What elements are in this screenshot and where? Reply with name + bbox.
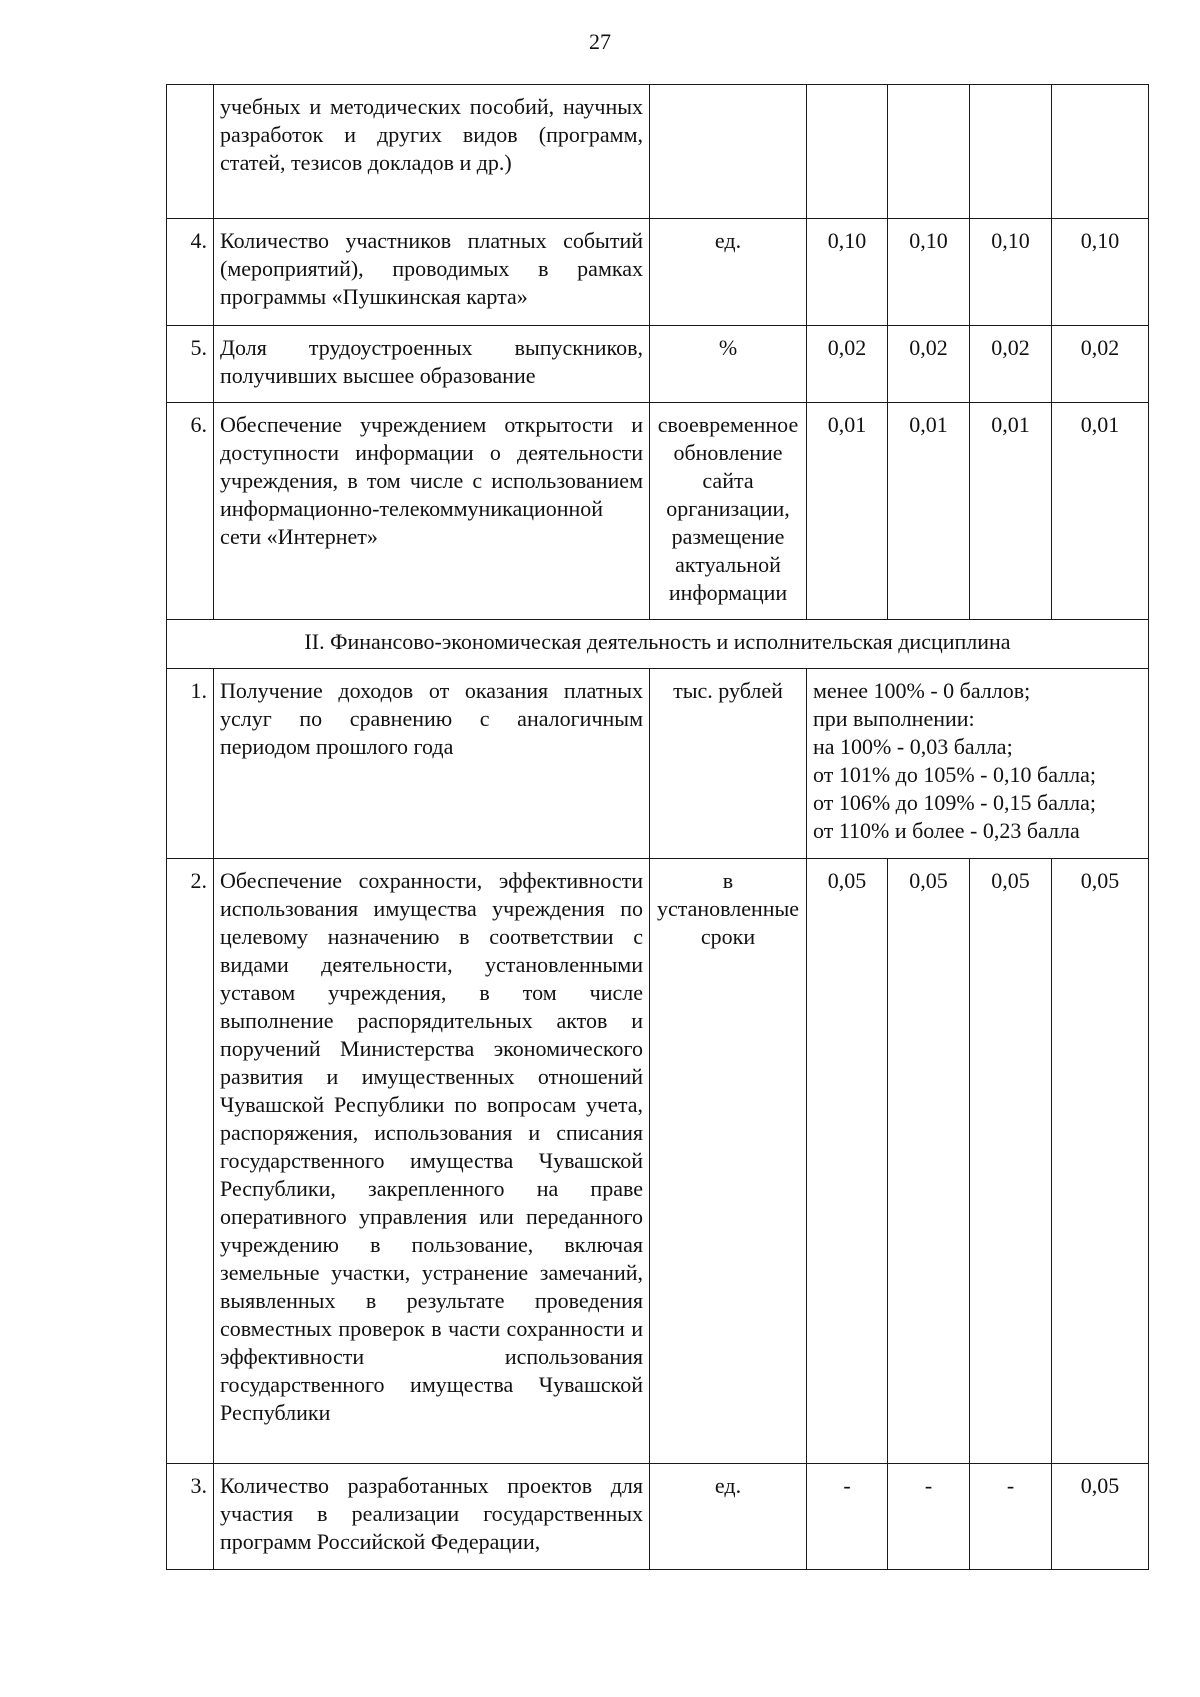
value-cell [1052,85,1149,219]
scale-line: на 100% - 0,03 балла; [813,734,1013,759]
table-row [167,85,1149,219]
value-cell: 0,01 [970,403,1052,620]
indicator-description: Обеспечение учреждением открытости и доступности информации о деятельности учреждения, в том числе с использованием информационно-телекоммуникационной сети «Интернет» [214,403,650,620]
section-title: II. Финансово-экономическая деятельность и исполнительская дисциплина [167,620,1149,669]
value-cell: 0,01 [807,403,888,620]
value-cell: 0,10 [888,219,970,326]
scale-line: при выполнении: [813,706,975,731]
value-cell: 0,05 [888,859,970,1464]
value-cell: 0,02 [888,326,970,403]
unit-cell: % [650,326,807,403]
table-row [167,859,1149,1464]
value-cell: 0,05 [1052,1464,1149,1570]
criteria-table [166,84,1149,1570]
scale-line: менее 100% - 0 баллов; [813,678,1031,703]
value-cell: 0,02 [970,326,1052,403]
row-number: 4. [167,219,214,326]
value-cell: 0,02 [807,326,888,403]
indicator-description: Получение доходов от оказания платных услуг по сравнению с аналогичным периодом прошлого года [214,669,650,859]
table-row [167,1464,1149,1570]
value-cell: - [807,1464,888,1570]
indicator-description: Обеспечение сохранности, эффективности использования имущества учреждения по целевому назначению в соответствии с видами деятельности, установленными уставом учреждения, в том числе выполнение распорядительных актов и поручений Министерства экономического развития и имущественных отношений Чувашской Республики по вопросам учета, распоряжения, использования и списания государственного имущества Чувашской Республики, закрепленного на праве оперативного управления или переданного учреждению в пользование, включая земельные участки, устранение замечаний, выявленных в результате проведения совместных проверок в части сохранности и эффективности использования государственного имущества Чувашской Республики [214,859,650,1464]
row-number: 3. [167,1464,214,1570]
scale-line: от 101% до 105% - 0,10 балла; [813,762,1096,787]
indicator-description: Количество участников платных событий (мероприятий), проводимых в рамках программы «Пушкинская карта» [214,219,650,326]
value-cell: - [888,1464,970,1570]
row-number: 6. [167,403,214,620]
value-cell [970,85,1052,219]
row-number: 2. [167,859,214,1464]
value-cell [807,85,888,219]
unit-cell: в установленные сроки [650,859,807,1464]
indicator-description: Доля трудоустроенных выпускников, получивших высшее образование [214,326,650,403]
scoring-scale [807,669,1149,859]
unit-cell: ед. [650,219,807,326]
value-cell: 0,01 [1052,403,1149,620]
table-row [167,403,1149,620]
unit-cell: своевременное обновление сайта организации, размещение актуальной информации [650,403,807,620]
unit-cell [650,85,807,219]
section-header-row [167,620,1149,669]
indicator-description: учебных и методических пособий, научных разработок и других видов (программ, статей, тезисов докладов и др.) [214,85,650,219]
row-number: 5. [167,326,214,403]
row-number [167,85,214,219]
value-cell [888,85,970,219]
value-cell: 0,01 [888,403,970,620]
value-cell: 0,05 [1052,859,1149,1464]
scale-line: от 110% и более - 0,23 балла [813,818,1080,843]
table-row [167,669,1149,859]
value-cell: - [970,1464,1052,1570]
value-cell: 0,05 [807,859,888,1464]
unit-cell: тыс. рублей [650,669,807,859]
value-cell: 0,05 [970,859,1052,1464]
value-cell: 0,10 [807,219,888,326]
row-number: 1. [167,669,214,859]
value-cell: 0,02 [1052,326,1149,403]
value-cell: 0,10 [970,219,1052,326]
unit-cell: ед. [650,1464,807,1570]
table-row [167,326,1149,403]
table-row [167,219,1149,326]
scale-line: от 106% до 109% - 0,15 балла; [813,790,1096,815]
indicator-description: Количество разработанных проектов для участия в реализации государственных программ Российской Федерации, [214,1464,650,1570]
value-cell: 0,10 [1052,219,1149,326]
page-number: 27 [589,29,611,54]
